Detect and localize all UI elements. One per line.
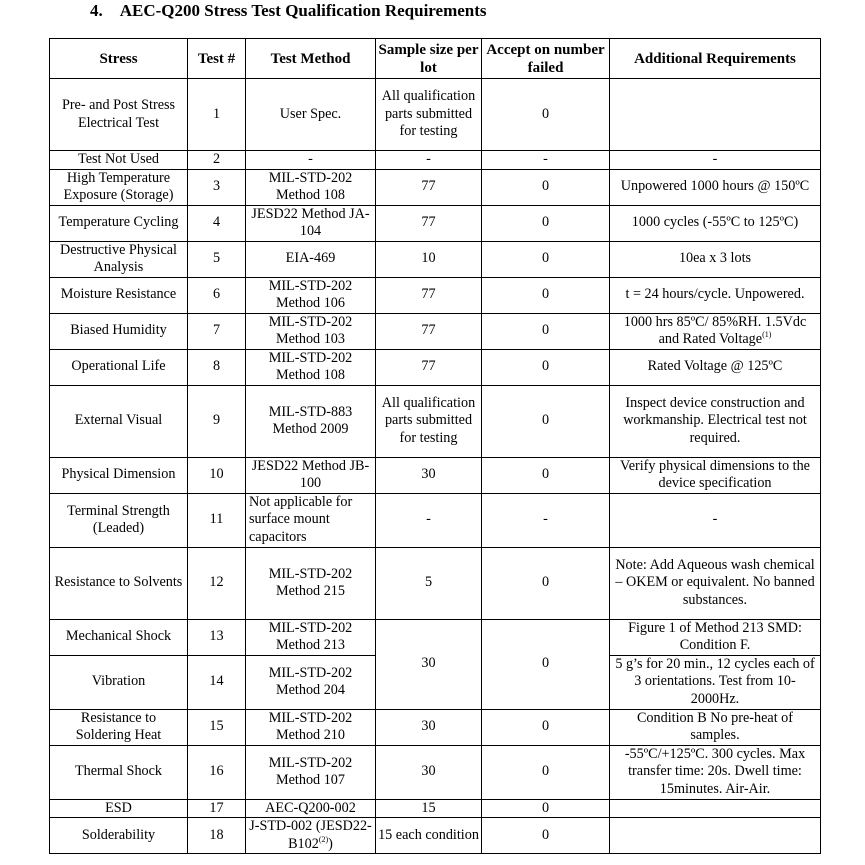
method-cell: JESD22 Method JA-104 [246, 205, 376, 241]
header-additional-requirements: Additional Requirements [610, 39, 821, 79]
method-cell: MIL-STD-202 Method 107 [246, 745, 376, 799]
method-cell: MIL-STD-883 Method 2009 [246, 385, 376, 457]
additional-cell: Condition B No pre-heat of samples. [610, 709, 821, 745]
method-cell: MIL-STD-202 Method 108 [246, 349, 376, 385]
method-text: J-STD-002 (JESD22-B102 [249, 818, 372, 852]
sample-cell: 5 [376, 547, 482, 619]
method-cell: MIL-STD-202 Method 213 [246, 619, 376, 655]
test-number-cell: 16 [188, 745, 246, 799]
accept-cell: 0 [482, 277, 610, 313]
test-number-cell: 3 [188, 169, 246, 205]
table-row [50, 277, 821, 313]
stress-cell: Operational Life [50, 349, 188, 385]
test-number-cell: 13 [188, 619, 246, 655]
additional-cell: Figure 1 of Method 213 SMD: Condition F. [610, 619, 821, 655]
stress-test-table [49, 38, 821, 854]
sample-cell: 30 [376, 619, 482, 709]
table-row [50, 457, 821, 493]
stress-cell: ESD [50, 799, 188, 818]
stress-cell: Destructive Physical Analysis [50, 241, 188, 277]
sample-cell: All qualification parts submitted for testing [376, 385, 482, 457]
sample-cell: 77 [376, 313, 482, 349]
method-cell: MIL-STD-202 Method 215 [246, 547, 376, 619]
table-row [50, 313, 821, 349]
test-number-cell: 9 [188, 385, 246, 457]
table-row [50, 169, 821, 205]
accept-cell: 0 [482, 457, 610, 493]
test-number-cell: 7 [188, 313, 246, 349]
test-number-cell: 18 [188, 818, 246, 854]
stress-cell: Thermal Shock [50, 745, 188, 799]
accept-cell: - [482, 493, 610, 547]
method-cell: MIL-STD-202 Method 204 [246, 655, 376, 709]
header-test-number: Test # [188, 39, 246, 79]
test-number-cell: 2 [188, 151, 246, 170]
stress-cell: Moisture Resistance [50, 277, 188, 313]
accept-cell: 0 [482, 799, 610, 818]
sample-cell: 30 [376, 745, 482, 799]
table-row [50, 818, 821, 854]
method-cell: MIL-STD-202 Method 108 [246, 169, 376, 205]
stress-cell: Biased Humidity [50, 313, 188, 349]
accept-cell: 0 [482, 205, 610, 241]
test-number-cell: 1 [188, 79, 246, 151]
accept-cell: 0 [482, 169, 610, 205]
sample-cell: - [376, 151, 482, 170]
accept-cell: 0 [482, 547, 610, 619]
test-number-cell: 4 [188, 205, 246, 241]
sample-cell: 77 [376, 349, 482, 385]
method-cell: AEC-Q200-002 [246, 799, 376, 818]
test-number-cell: 11 [188, 493, 246, 547]
accept-cell: 0 [482, 241, 610, 277]
footnote-marker: (2) [318, 834, 329, 844]
method-cell: MIL-STD-202 Method 210 [246, 709, 376, 745]
additional-cell: Verify physical dimensions to the device specification [610, 457, 821, 493]
header-accept-number: Accept on number failed [482, 39, 610, 79]
table-row [50, 349, 821, 385]
test-number-cell: 15 [188, 709, 246, 745]
method-text-tail: ) [328, 835, 333, 852]
sample-cell: 15 [376, 799, 482, 818]
sample-cell: 77 [376, 277, 482, 313]
stress-cell: Temperature Cycling [50, 205, 188, 241]
additional-cell: Rated Voltage @ 125ºC [610, 349, 821, 385]
sample-cell: 30 [376, 709, 482, 745]
sample-cell: 77 [376, 169, 482, 205]
method-cell: EIA-469 [246, 241, 376, 277]
footnote-marker: (1) [762, 330, 772, 339]
additional-cell: t = 24 hours/cycle. Unpowered. [610, 277, 821, 313]
section-title: 4. AEC-Q200 Stress Test Qualification Requirements [90, 1, 487, 20]
additional-cell: 1000 cycles (-55ºC to 125ºC) [610, 205, 821, 241]
accept-cell: - [482, 151, 610, 170]
table-row [50, 709, 821, 745]
stress-cell: Mechanical Shock [50, 619, 188, 655]
additional-cell [610, 799, 821, 818]
stress-cell: External Visual [50, 385, 188, 457]
test-number-cell: 17 [188, 799, 246, 818]
table-row [50, 205, 821, 241]
table-row [50, 493, 821, 547]
sample-cell: 30 [376, 457, 482, 493]
table-row [50, 385, 821, 457]
accept-cell: 0 [482, 619, 610, 709]
table-row [50, 799, 821, 818]
sample-cell: 15 each condition [376, 818, 482, 854]
additional-cell: - [610, 493, 821, 547]
method-cell: MIL-STD-202 Method 103 [246, 313, 376, 349]
stress-cell: Test Not Used [50, 151, 188, 170]
header-stress: Stress [50, 39, 188, 79]
additional-cell [610, 818, 821, 854]
test-number-cell: 12 [188, 547, 246, 619]
method-cell [246, 818, 376, 854]
table-row [50, 241, 821, 277]
additional-cell: Inspect device construction and workmanship. Electrical test not required. [610, 385, 821, 457]
stress-cell: Pre- and Post Stress Electrical Test [50, 79, 188, 151]
header-row [50, 39, 821, 79]
test-number-cell: 8 [188, 349, 246, 385]
accept-cell: 0 [482, 709, 610, 745]
test-number-cell: 5 [188, 241, 246, 277]
table-row [50, 547, 821, 619]
sample-cell: All qualification parts submitted for testing [376, 79, 482, 151]
table-row [50, 745, 821, 799]
method-cell: JESD22 Method JB-100 [246, 457, 376, 493]
stress-cell: Resistance to Soldering Heat [50, 709, 188, 745]
additional-cell: Unpowered 1000 hours @ 150ºC [610, 169, 821, 205]
stress-cell: Solderability [50, 818, 188, 854]
additional-text: 1000 hrs 85ºC/ 85%RH. 1.5Vdc and Rated Voltage [623, 313, 807, 347]
accept-cell: 0 [482, 313, 610, 349]
method-cell: MIL-STD-202 Method 106 [246, 277, 376, 313]
test-number-cell: 6 [188, 277, 246, 313]
accept-cell: 0 [482, 745, 610, 799]
accept-cell: 0 [482, 818, 610, 854]
header-test-method: Test Method [246, 39, 376, 79]
method-cell: - [246, 151, 376, 170]
method-cell: Not applicable for surface mount capacitors [246, 493, 376, 547]
stress-cell: Resistance to Solvents [50, 547, 188, 619]
stress-cell: Terminal Strength (Leaded) [50, 493, 188, 547]
method-cell: User Spec. [246, 79, 376, 151]
additional-cell: -55ºC/+125ºC. 300 cycles. Max transfer time: 20s. Dwell time: 15minutes. Air-Air. [610, 745, 821, 799]
additional-cell [610, 79, 821, 151]
table-row [50, 151, 821, 170]
test-number-cell: 10 [188, 457, 246, 493]
sample-cell: 77 [376, 205, 482, 241]
accept-cell: 0 [482, 349, 610, 385]
stress-cell: High Temperature Exposure (Storage) [50, 169, 188, 205]
additional-cell: 10ea x 3 lots [610, 241, 821, 277]
additional-cell: Note: Add Aqueous wash chemical – OKEM or equivalent. No banned substances. [610, 547, 821, 619]
table-row [50, 79, 821, 151]
additional-cell: - [610, 151, 821, 170]
header-sample-size: Sample size per lot [376, 39, 482, 79]
sample-cell: - [376, 493, 482, 547]
additional-cell [610, 313, 821, 349]
accept-cell: 0 [482, 79, 610, 151]
stress-cell: Vibration [50, 655, 188, 709]
additional-cell: 5 g’s for 20 min., 12 cycles each of 3 orientations. Test from 10-2000Hz. [610, 655, 821, 709]
sample-cell: 10 [376, 241, 482, 277]
stress-cell: Physical Dimension [50, 457, 188, 493]
accept-cell: 0 [482, 385, 610, 457]
test-number-cell: 14 [188, 655, 246, 709]
table-row [50, 619, 821, 655]
